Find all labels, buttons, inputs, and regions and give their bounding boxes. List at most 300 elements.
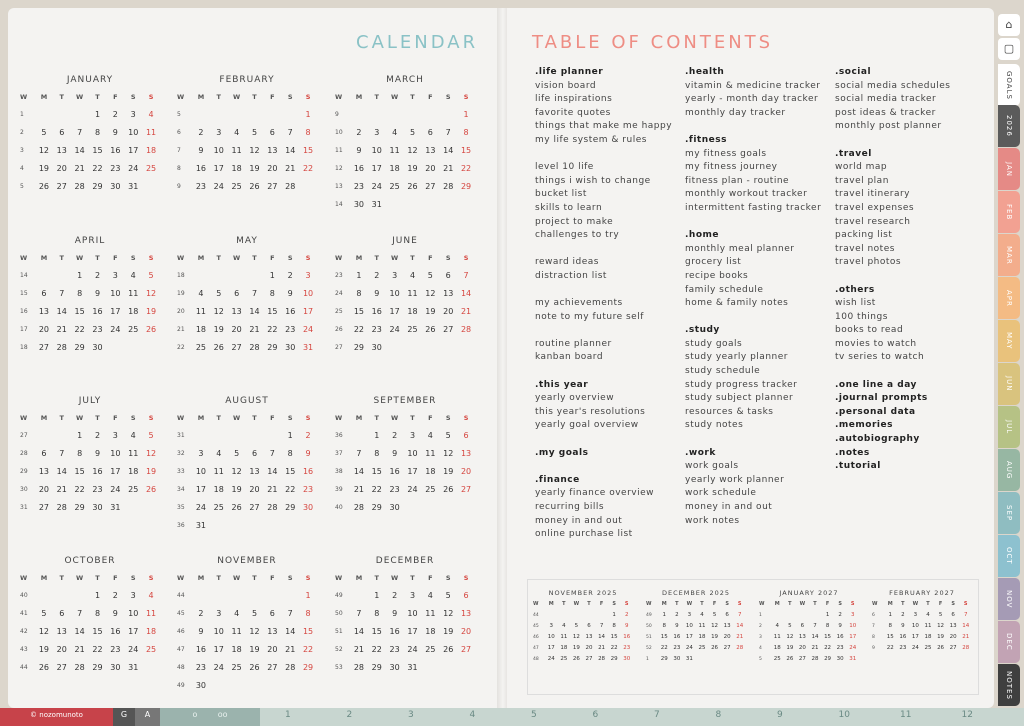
week-number[interactable]: 1	[20, 111, 24, 118]
toc-link[interactable]: things that make me happy	[535, 121, 673, 132]
toc-link[interactable]: note to my future self	[535, 311, 644, 322]
week-number[interactable]: 37	[335, 450, 343, 457]
day-cell[interactable]: 23	[110, 645, 121, 654]
day-cell[interactable]: 6	[951, 612, 955, 618]
day-cell[interactable]: 7	[356, 449, 362, 458]
day-cell[interactable]: 1	[305, 591, 311, 600]
day-cell[interactable]: 10	[110, 449, 121, 458]
day-cell[interactable]: 26	[249, 663, 260, 672]
week-number[interactable]: 49	[177, 682, 185, 689]
day-cell[interactable]: 6	[427, 128, 433, 137]
day-cell[interactable]: 9	[112, 128, 118, 137]
day-cell[interactable]: 6	[269, 609, 275, 618]
week-number[interactable]: 53	[335, 664, 343, 671]
toc-link[interactable]: yearly - month day tracker	[685, 94, 819, 105]
day-cell[interactable]: 24	[389, 325, 400, 334]
day-cell[interactable]: 2	[112, 110, 118, 119]
day-cell[interactable]: 15	[92, 146, 103, 155]
day-cell[interactable]: 11	[195, 307, 207, 316]
toc-link[interactable]: this year's resolutions	[535, 406, 646, 417]
day-cell[interactable]: 4	[216, 449, 222, 458]
day-cell[interactable]: 2	[392, 591, 398, 600]
day-cell[interactable]: 21	[74, 645, 85, 654]
day-cell[interactable]: 21	[285, 164, 296, 173]
calendar-month-january[interactable]	[20, 72, 160, 196]
day-cell[interactable]: 26	[145, 325, 157, 334]
day-cell[interactable]: 8	[825, 623, 830, 629]
day-cell[interactable]: 27	[443, 325, 454, 334]
day-cell[interactable]: 15	[371, 627, 382, 636]
day-cell[interactable]: 11	[425, 449, 436, 458]
day-cell[interactable]: 8	[662, 623, 667, 629]
day-cell[interactable]: 13	[443, 289, 454, 298]
day-cell[interactable]: 10	[195, 467, 207, 476]
toc-link[interactable]: monthly meal planner	[685, 243, 795, 254]
day-cell[interactable]: 27	[56, 663, 67, 672]
day-cell[interactable]: 15	[460, 146, 472, 155]
day-cell[interactable]: 9	[198, 146, 204, 155]
day-cell[interactable]: 15	[74, 467, 85, 476]
day-cell[interactable]: 18	[425, 467, 436, 476]
day-cell[interactable]: 29	[74, 503, 85, 512]
day-cell[interactable]: 5	[251, 609, 258, 618]
day-cell[interactable]: 1	[888, 612, 893, 618]
day-cell[interactable]: 20	[585, 645, 593, 651]
day-cell[interactable]: 24	[302, 325, 314, 334]
day-cell[interactable]: 23	[110, 164, 121, 173]
day-cell[interactable]: 11	[698, 623, 706, 629]
day-cell[interactable]: 26	[407, 182, 418, 191]
day-cell[interactable]: 16	[389, 627, 400, 636]
day-cell[interactable]: 4	[148, 110, 154, 119]
week-number[interactable]: 12	[335, 165, 343, 172]
day-cell[interactable]: 28	[353, 663, 365, 672]
day-cell[interactable]: 4	[130, 271, 136, 280]
week-number[interactable]: 9	[335, 111, 339, 118]
day-cell[interactable]: 8	[94, 128, 101, 137]
day-cell[interactable]: 18	[698, 634, 706, 640]
day-cell[interactable]: 19	[145, 307, 157, 316]
day-cell[interactable]: 13	[585, 634, 593, 640]
day-cell[interactable]: 27	[249, 503, 260, 512]
day-cell[interactable]: 22	[267, 325, 278, 334]
mini-month-november-2025[interactable]	[533, 587, 633, 665]
day-cell[interactable]: 11	[924, 623, 932, 629]
day-cell[interactable]: 15	[92, 627, 103, 636]
day-cell[interactable]: 24	[128, 645, 139, 654]
week-number[interactable]: 44	[177, 592, 185, 599]
day-cell[interactable]: 10	[128, 609, 139, 618]
day-cell[interactable]: 8	[94, 609, 101, 618]
day-cell[interactable]: 22	[74, 325, 85, 334]
toc-link[interactable]: work notes	[685, 515, 740, 526]
day-cell[interactable]: 9	[675, 623, 679, 629]
day-cell[interactable]: 12	[407, 146, 418, 155]
day-cell[interactable]: 12	[443, 449, 454, 458]
tab-a[interactable]: A	[135, 708, 160, 726]
toc-link[interactable]: monthly day tracker	[685, 107, 786, 118]
week-number[interactable]: 49	[646, 613, 652, 618]
day-cell[interactable]: 24	[128, 164, 139, 173]
toc-link[interactable]: travel plan	[835, 175, 889, 186]
day-cell[interactable]: 16	[353, 164, 365, 173]
day-cell[interactable]: 6	[41, 289, 47, 298]
toc-link[interactable]: social media schedules	[835, 80, 951, 91]
week-number[interactable]: 48	[533, 657, 539, 662]
day-cell[interactable]: 8	[374, 609, 380, 618]
day-cell[interactable]: 18	[145, 146, 157, 155]
tab-aug[interactable]	[998, 449, 1020, 491]
toc-link[interactable]: home & family notes	[685, 298, 789, 309]
month-number-link[interactable]: 5	[531, 710, 537, 720]
day-cell[interactable]: 8	[888, 623, 893, 629]
day-cell[interactable]: 28	[249, 343, 260, 352]
day-cell[interactable]: 29	[371, 503, 382, 512]
day-cell[interactable]: 7	[77, 609, 83, 618]
day-cell[interactable]: 14	[56, 467, 67, 476]
day-cell[interactable]: 2	[356, 128, 362, 137]
toc-link[interactable]: travel expenses	[835, 202, 915, 213]
tab-oct[interactable]	[998, 535, 1020, 577]
day-cell[interactable]: 1	[77, 431, 83, 440]
day-cell[interactable]: 27	[56, 182, 67, 191]
day-cell[interactable]: 19	[443, 467, 454, 476]
day-cell[interactable]: 4	[130, 431, 136, 440]
day-cell[interactable]: 16	[92, 467, 103, 476]
day-cell[interactable]: 27	[460, 645, 472, 654]
day-cell[interactable]: 13	[38, 307, 50, 316]
day-cell[interactable]: 13	[38, 467, 50, 476]
day-cell[interactable]: 11	[231, 146, 242, 155]
day-cell[interactable]: 31	[302, 343, 314, 352]
day-cell[interactable]: 25	[145, 164, 157, 173]
week-number[interactable]: 51	[335, 628, 343, 635]
day-cell[interactable]: 21	[56, 325, 67, 334]
day-cell[interactable]: 15	[371, 467, 382, 476]
toc-section-link[interactable]: .social	[835, 67, 872, 77]
toc-link[interactable]: family schedule	[685, 284, 764, 295]
month-number-link[interactable]: 10	[838, 710, 850, 720]
week-number[interactable]: 52	[335, 646, 343, 653]
day-cell[interactable]: 7	[287, 128, 293, 137]
toc-link[interactable]: level 10 life	[535, 162, 594, 173]
day-cell[interactable]: 16	[195, 164, 207, 173]
day-cell[interactable]: 9	[356, 146, 362, 155]
toc-link[interactable]: my achievements	[535, 298, 623, 309]
week-number[interactable]: 41	[20, 610, 28, 617]
day-cell[interactable]: 23	[92, 485, 103, 494]
week-number[interactable]: 5	[20, 183, 24, 190]
day-cell[interactable]: 19	[425, 307, 436, 316]
day-cell[interactable]: 5	[445, 431, 451, 440]
day-cell[interactable]: 29	[302, 663, 314, 672]
day-cell[interactable]: 27	[798, 656, 806, 662]
day-cell[interactable]: 10	[213, 146, 224, 155]
toc-section-link[interactable]: .memories	[835, 420, 893, 431]
day-cell[interactable]: 28	[962, 645, 970, 651]
day-cell[interactable]: 9	[94, 449, 101, 458]
day-cell[interactable]: 17	[849, 634, 857, 640]
day-cell[interactable]: 17	[407, 627, 418, 636]
day-cell[interactable]: 2	[624, 612, 629, 618]
day-cell[interactable]: 12	[249, 627, 260, 636]
sticker-icon[interactable]: ▢	[998, 38, 1020, 60]
day-cell[interactable]: 20	[460, 627, 472, 636]
day-cell[interactable]: 25	[128, 485, 139, 494]
day-cell[interactable]: 8	[269, 289, 275, 298]
toc-section-link[interactable]: .life planner	[535, 67, 604, 77]
day-cell[interactable]: 10	[128, 128, 139, 137]
day-cell[interactable]: 16	[302, 467, 314, 476]
week-number[interactable]: 5	[177, 111, 181, 118]
day-cell[interactable]: 30	[353, 200, 365, 209]
day-cell[interactable]: 23	[389, 645, 400, 654]
day-cell[interactable]: 25	[231, 663, 242, 672]
toc-link[interactable]: work goals	[685, 461, 739, 472]
week-number[interactable]: 36	[335, 432, 343, 439]
toc-section-link[interactable]: .journal prompts	[835, 393, 928, 404]
day-cell[interactable]: 7	[445, 128, 451, 137]
day-cell[interactable]: 10	[389, 289, 400, 298]
day-cell[interactable]: 12	[786, 634, 794, 640]
calendar-month-march[interactable]	[335, 72, 475, 214]
day-cell[interactable]: 15	[824, 634, 832, 640]
day-cell[interactable]: 17	[128, 146, 139, 155]
day-cell[interactable]: 29	[660, 656, 668, 662]
day-cell[interactable]: 23	[195, 663, 207, 672]
day-cell[interactable]: 19	[443, 627, 454, 636]
day-cell[interactable]: 25	[389, 182, 400, 191]
day-cell[interactable]: 8	[356, 289, 362, 298]
week-number[interactable]: 42	[20, 628, 28, 635]
tab-goals[interactable]	[998, 64, 1020, 106]
day-cell[interactable]: 12	[249, 146, 260, 155]
day-cell[interactable]: 28	[460, 325, 472, 334]
day-cell[interactable]: 12	[231, 467, 242, 476]
toc-section-link[interactable]: .one line a day	[835, 379, 917, 390]
day-cell[interactable]: 2	[287, 271, 293, 280]
day-cell[interactable]: 23	[92, 325, 103, 334]
day-cell[interactable]: 4	[198, 289, 204, 298]
day-cell[interactable]: 31	[128, 663, 139, 672]
day-cell[interactable]: 22	[302, 164, 314, 173]
toc-link[interactable]: project to make	[535, 216, 614, 227]
day-cell[interactable]: 3	[687, 612, 692, 618]
day-cell[interactable]: 18	[773, 645, 781, 651]
day-cell[interactable]: 7	[59, 449, 65, 458]
toc-link[interactable]: favorite quotes	[535, 107, 611, 118]
day-cell[interactable]: 2	[198, 128, 204, 137]
day-cell[interactable]: 22	[285, 485, 296, 494]
day-cell[interactable]: 29	[371, 663, 382, 672]
toc-link[interactable]: monthly post planner	[835, 121, 942, 132]
toc-link[interactable]: reward ideas	[535, 257, 599, 268]
tab-dec[interactable]	[998, 621, 1020, 663]
day-cell[interactable]: 6	[251, 449, 258, 458]
week-number[interactable]: 38	[335, 468, 343, 475]
day-cell[interactable]: 18	[425, 627, 436, 636]
mini-month-december-2025[interactable]	[646, 587, 746, 665]
toc-link[interactable]: online purchase list	[535, 529, 633, 540]
day-cell[interactable]: 21	[74, 164, 85, 173]
day-cell[interactable]: 14	[353, 467, 365, 476]
week-number[interactable]: 49	[335, 592, 343, 599]
week-number[interactable]: 8	[177, 165, 181, 172]
day-cell[interactable]: 1	[612, 612, 616, 618]
day-cell[interactable]: 31	[110, 503, 121, 512]
day-cell[interactable]: 5	[409, 128, 416, 137]
day-cell[interactable]: 28	[267, 503, 278, 512]
day-cell[interactable]: 26	[38, 663, 50, 672]
week-number[interactable]: 6	[177, 129, 181, 136]
day-cell[interactable]: 11	[773, 634, 781, 640]
toc-link[interactable]: resources & tasks	[685, 406, 774, 417]
toc-link[interactable]: recipe books	[685, 270, 749, 281]
day-cell[interactable]: 11	[425, 609, 436, 618]
day-cell[interactable]: 23	[673, 645, 681, 651]
day-cell[interactable]: 23	[623, 645, 631, 651]
toc-link[interactable]: skills to learn	[535, 202, 603, 213]
day-cell[interactable]: 25	[213, 503, 224, 512]
day-cell[interactable]: 17	[407, 467, 418, 476]
day-cell[interactable]: 16	[92, 307, 103, 316]
week-number[interactable]: 13	[335, 183, 343, 190]
week-number[interactable]: 8	[872, 635, 875, 640]
day-cell[interactable]: 11	[407, 289, 418, 298]
toc-link[interactable]: vitamin & medicine tracker	[685, 80, 821, 91]
day-cell[interactable]: 20	[38, 325, 50, 334]
day-cell[interactable]: 4	[700, 612, 704, 618]
month-number-link[interactable]: 3	[408, 710, 414, 720]
day-cell[interactable]: 15	[74, 307, 85, 316]
day-cell[interactable]: 6	[587, 623, 591, 629]
day-cell[interactable]: 31	[685, 656, 693, 662]
day-cell[interactable]: 20	[798, 645, 806, 651]
day-cell[interactable]: 1	[94, 591, 101, 600]
day-cell[interactable]: 14	[267, 467, 278, 476]
day-cell[interactable]: 4	[427, 431, 433, 440]
day-cell[interactable]: 5	[938, 612, 943, 618]
day-cell[interactable]: 19	[711, 634, 719, 640]
day-cell[interactable]: 5	[216, 289, 222, 298]
day-cell[interactable]: 10	[849, 623, 857, 629]
day-cell[interactable]: 7	[356, 609, 362, 618]
day-cell[interactable]: 21	[249, 325, 260, 334]
day-cell[interactable]: 25	[560, 656, 568, 662]
toc-section-link[interactable]: .finance	[535, 474, 580, 485]
day-cell[interactable]: 17	[685, 634, 693, 640]
toc-link[interactable]: vision board	[535, 80, 597, 91]
day-cell[interactable]: 24	[213, 182, 224, 191]
tab-apr[interactable]	[998, 277, 1020, 319]
day-cell[interactable]: 6	[445, 271, 451, 280]
toc-link[interactable]: yearly goal overview	[535, 420, 639, 431]
day-cell[interactable]: 10	[911, 623, 919, 629]
day-cell[interactable]: 1	[662, 612, 667, 618]
week-number[interactable]: 2	[759, 624, 762, 629]
day-cell[interactable]: 19	[407, 164, 418, 173]
day-cell[interactable]: 7	[463, 271, 469, 280]
day-cell[interactable]: 17	[213, 645, 224, 654]
day-cell[interactable]: 10	[371, 146, 382, 155]
day-cell[interactable]: 3	[130, 591, 136, 600]
day-cell[interactable]: 14	[811, 634, 819, 640]
day-cell[interactable]: 22	[92, 164, 103, 173]
week-number[interactable]: 29	[20, 468, 28, 475]
day-cell[interactable]: 3	[850, 612, 855, 618]
day-cell[interactable]: 9	[94, 289, 101, 298]
day-cell[interactable]: 9	[838, 623, 842, 629]
day-cell[interactable]: 1	[356, 271, 362, 280]
day-cell[interactable]: 14	[460, 289, 472, 298]
toc-link[interactable]: travel photos	[835, 257, 902, 268]
day-cell[interactable]: 6	[59, 609, 65, 618]
day-cell[interactable]: 19	[38, 164, 50, 173]
day-cell[interactable]: 24	[911, 645, 919, 651]
day-cell[interactable]: 2	[305, 431, 311, 440]
tab-feb[interactable]	[998, 191, 1020, 233]
day-cell[interactable]: 4	[234, 128, 240, 137]
calendar-month-june[interactable]	[335, 233, 475, 357]
calendar-month-october[interactable]	[20, 553, 160, 677]
toc-link[interactable]: yearly overview	[535, 393, 615, 404]
day-cell[interactable]: 25	[773, 656, 781, 662]
day-cell[interactable]: 14	[285, 146, 296, 155]
day-cell[interactable]: 1	[269, 271, 275, 280]
toc-link[interactable]: study notes	[685, 420, 744, 431]
week-number[interactable]: 9	[872, 646, 875, 651]
toc-link[interactable]: my life system & rules	[535, 134, 647, 145]
day-cell[interactable]: 9	[901, 623, 905, 629]
toc-section-link[interactable]: .travel	[835, 148, 872, 159]
day-cell[interactable]: 17	[547, 645, 555, 651]
day-cell[interactable]: 19	[213, 325, 224, 334]
calendar-month-february[interactable]	[177, 72, 317, 196]
week-number[interactable]: 40	[20, 592, 28, 599]
week-number[interactable]: 50	[335, 610, 343, 617]
day-cell[interactable]: 17	[195, 485, 207, 494]
day-cell[interactable]: 12	[145, 449, 157, 458]
day-cell[interactable]: 21	[811, 645, 819, 651]
day-cell[interactable]: 22	[460, 164, 472, 173]
month-number-link[interactable]: 1	[285, 710, 291, 720]
day-cell[interactable]: 22	[353, 325, 365, 334]
day-cell[interactable]: 10	[407, 609, 418, 618]
week-number[interactable]: 31	[20, 504, 28, 511]
day-cell[interactable]: 17	[110, 467, 121, 476]
day-cell[interactable]: 2	[94, 271, 101, 280]
o-segment[interactable]: o oo	[160, 708, 260, 726]
week-number[interactable]: 33	[177, 468, 185, 475]
day-cell[interactable]: 20	[56, 164, 67, 173]
day-cell[interactable]: 7	[963, 612, 968, 618]
day-cell[interactable]: 4	[148, 591, 154, 600]
day-cell[interactable]: 12	[38, 627, 50, 636]
day-cell[interactable]: 9	[374, 289, 380, 298]
day-cell[interactable]: 14	[443, 146, 454, 155]
week-number[interactable]: 44	[533, 613, 539, 618]
day-cell[interactable]: 19	[249, 164, 260, 173]
day-cell[interactable]: 3	[409, 431, 416, 440]
day-cell[interactable]: 21	[736, 634, 744, 640]
calendar-month-may[interactable]	[177, 233, 317, 357]
toc-link[interactable]: life inspirations	[535, 94, 613, 105]
day-cell[interactable]: 14	[736, 623, 744, 629]
day-cell[interactable]: 30	[673, 656, 681, 662]
day-cell[interactable]: 12	[937, 623, 945, 629]
day-cell[interactable]: 12	[443, 609, 454, 618]
day-cell[interactable]: 4	[392, 128, 398, 137]
